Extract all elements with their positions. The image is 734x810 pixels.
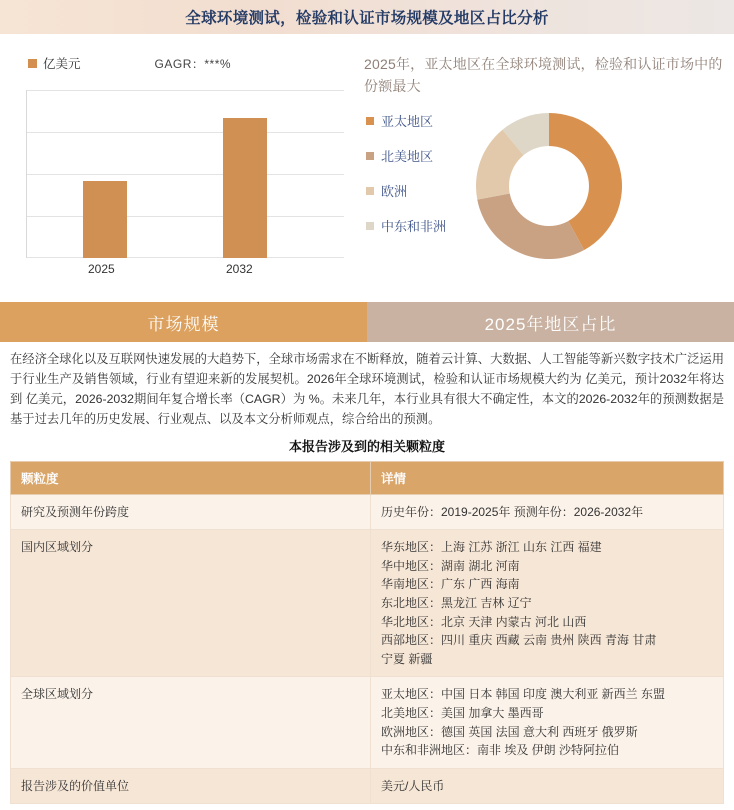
donut-legend-item [366, 111, 468, 130]
bar-legend-label: 亿美元 [43, 57, 81, 71]
donut-chart-title: 2025年，亚太地区在全球环境测试，检验和认证市场中的份额最大 [364, 56, 723, 94]
section-banner [0, 302, 734, 342]
legend-swatch-icon [366, 152, 374, 160]
gridline [27, 174, 344, 175]
donut-legend-label: 中东和非洲 [381, 219, 447, 235]
page-title: 全球环境测试，检验和认证市场规模及地区占比分析 [185, 10, 549, 27]
table-cell-label: 国内区域划分 [11, 530, 371, 677]
summary-paragraph: 在经济全球化以及互联网快速发展的大趋势下，全球市场需求在不断释放，随着云计算、大数据、人工智能等新兴数字技术广泛运用于行业生产及销售领域，行业有望迎来新的发展契机。2026年全球环境测试，检验和认证市场规模大约为 亿美元，预计2032年将达到 亿美元，2026-2032期间年复合增长率（CAGR）为 %。未来几年，本行业具有很大不确定性，本文的2026-2032年的预测数据是基于过去几年的历史发展、行业观点、以及本文分析师观点，综合给出的预测。 [10, 352, 724, 426]
table-cell-line: 华东地区：上海 江苏 浙江 山东 江西 福建 [381, 540, 602, 555]
xtick-label: 2025 [88, 262, 115, 276]
legend-swatch-icon [28, 59, 37, 68]
donut-svg [474, 111, 624, 261]
table-row [11, 677, 724, 768]
table-cell-label: 研究及预测年份跨度 [11, 494, 371, 530]
xtick-label: 2032 [226, 262, 253, 276]
legend-swatch-icon [366, 187, 374, 195]
table-cell-label: 报告涉及的价值单位 [11, 768, 371, 804]
bar-chart-legend [28, 54, 352, 72]
table-row [11, 494, 724, 530]
bar-chart-xaxis [26, 258, 344, 280]
bar-2025 [83, 181, 127, 258]
table-cell-detail [371, 530, 724, 677]
bar-chart-panel [0, 40, 352, 302]
table-row [11, 768, 724, 804]
table-row [11, 530, 724, 677]
table-cell-line: 中东和非洲地区：南非 埃及 伊朗 沙特阿拉伯 [381, 743, 620, 758]
banner-region-share: 2025年地区占比 [367, 302, 734, 342]
table-cell-detail [371, 677, 724, 768]
table-cell-detail [371, 494, 724, 530]
legend-swatch-icon [366, 117, 374, 125]
table-cell-line: 华南地区：广东 广西 海南 [381, 577, 520, 592]
legend-swatch-icon [366, 222, 374, 230]
donut-graphic [474, 111, 624, 261]
table-cell-line: 东北地区：黑龙江 吉林 辽宁 [381, 596, 532, 610]
donut-legend-label: 亚太地区 [381, 114, 434, 130]
gridline [27, 216, 344, 217]
bar-gagr-label: GAGR：***% [154, 56, 232, 71]
bar-2032 [223, 118, 267, 258]
table-cell-detail [371, 768, 724, 804]
donut-chart-panel [352, 40, 734, 302]
banner-market-size: 市场规模 [0, 302, 367, 342]
gridline [27, 90, 344, 91]
table-cell-line: 宁夏 新疆 [381, 651, 433, 666]
donut-legend-item [366, 146, 468, 165]
table-header-cell: 颗粒度 [11, 461, 371, 494]
table-cell-line: 西部地区：四川 重庆 西藏 云南 贵州 陕西 青海 甘肃 [381, 633, 657, 648]
table-header-cell: 详情 [371, 461, 724, 494]
bar-chart-plot [26, 90, 344, 258]
donut-legend-label: 欧洲 [381, 184, 408, 200]
table-title: 本报告涉及到的相关颗粒度 [288, 438, 445, 454]
table-header-row [11, 461, 724, 494]
table-cell-line: 华中地区：湖南 湖北 河南 [381, 558, 520, 573]
table-cell-line: 美元/人民币 [381, 778, 445, 793]
gridline [27, 132, 344, 133]
page-header [0, 0, 734, 34]
donut-legend-item [366, 216, 468, 235]
donut-legend [358, 111, 468, 261]
granularity-table [10, 461, 724, 805]
table-cell-line: 历史年份：2019-2025年 预测年份：2026-2032年 [381, 504, 644, 519]
table-cell-line: 欧洲地区：德国 英国 法国 意大利 西班牙 俄罗斯 [381, 724, 638, 739]
donut-legend-label: 北美地区 [381, 149, 434, 165]
table-cell-line: 亚太地区：中国 日本 韩国 印度 澳大利亚 新西兰 东盟 [381, 687, 666, 702]
charts-area [0, 34, 734, 302]
table-cell-line: 北美地区：美国 加拿大 墨西哥 [381, 705, 544, 720]
donut-legend-item [366, 181, 468, 200]
donut-chart-body [358, 111, 734, 261]
table-cell-line: 华北地区：北京 天津 内蒙古 河北 山西 [381, 614, 587, 629]
table-cell-label: 全球区域划分 [11, 677, 371, 768]
